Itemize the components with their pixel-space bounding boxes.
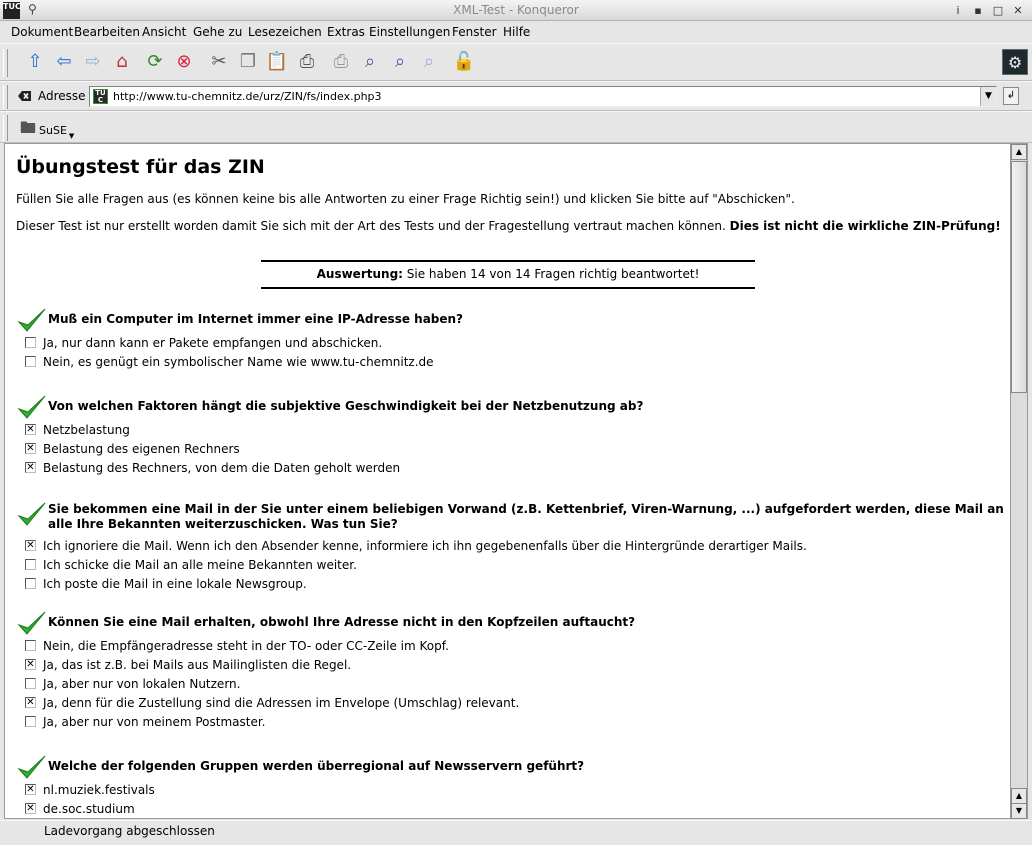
answer-item [17, 556, 1002, 575]
answer-text: Belastung des eigenen Rechners [43, 442, 240, 456]
question-3 [17, 498, 1002, 594]
question-text: Muß ein Computer im Internet immer eine IP-Adresse haben? [48, 312, 464, 326]
answer-item [17, 459, 1002, 478]
question-text: Welche der folgenden Gruppen werden überregional auf Newsservern geführt? [48, 759, 585, 773]
answer-checkbox[interactable] [25, 356, 36, 367]
answer-item [17, 694, 1002, 713]
question-text: Sie bekommen eine Mail in der Sie unter einem beliebigen Vorwand (z.B. Kettenbrief, Viren-Warnung, ...) aufgefordert werden, diese Mail an alle Ihre Bekannten weiterzuschicken. Was tun Sie? [48, 502, 1004, 531]
answer-checkbox[interactable]: ✕ [26, 443, 35, 454]
answer-checkbox[interactable]: ✕ [26, 803, 35, 814]
zoom-icon[interactable]: ⌕ [364, 51, 376, 72]
toolbar-grip[interactable] [3, 115, 8, 141]
answer-text: Ich schicke die Mail an alle meine Bekannten weiter. [43, 558, 357, 572]
pin-icon[interactable]: ⚲ [28, 2, 37, 16]
answer-checkbox[interactable]: ✕ [26, 784, 35, 795]
menu-dokument[interactable]: Dokument [11, 25, 74, 39]
menu-bar [0, 21, 1032, 43]
result-text: Sie haben 14 von 14 Fragen richtig beantwortet! [406, 267, 700, 281]
reload-icon[interactable]: ⟳ [147, 51, 163, 72]
answer-item [17, 575, 1002, 594]
menu-extras[interactable]: Extras [327, 25, 365, 39]
menu-ansicht[interactable]: Ansicht [142, 25, 187, 39]
scroll-up-icon-bottom[interactable]: ▲ [1011, 788, 1027, 804]
answer-item [17, 637, 1002, 656]
status-bar [0, 820, 1032, 845]
print-icon[interactable]: ⎙ [299, 51, 315, 72]
intro-text-2-plain: Dieser Test ist nur erstellt worden damit Sie sich mit der Art des Tests und der Fragestellung vertraut machen können. [16, 219, 726, 233]
menu-lesezeichen[interactable]: Lesezeichen [248, 25, 322, 39]
security-lock-icon[interactable]: 🔓 [452, 51, 476, 72]
copy-icon[interactable]: ❐ [239, 51, 257, 72]
answer-item [17, 353, 1002, 372]
answer-checkbox[interactable] [25, 716, 36, 727]
question-text: Von welchen Faktoren hängt die subjektive Geschwindigkeit bei der Netzbenutzung ab? [48, 399, 644, 413]
answer-text: Ja, aber nur von lokalen Nutzern. [43, 677, 241, 691]
bookmark-folder-icon: 🖿 [20, 118, 37, 137]
answer-checkbox[interactable]: ✕ [26, 424, 35, 435]
url-input[interactable] [89, 86, 997, 107]
title-bar [0, 0, 1032, 21]
home-icon[interactable]: ⌂ [116, 51, 128, 72]
scrollbar-thumb[interactable] [1011, 161, 1027, 393]
site-favicon-icon: TU C [93, 89, 108, 104]
answer-text: de.soc.studium [43, 802, 135, 816]
window-title: XML-Test - Konqueror [453, 3, 579, 17]
maximize-icon[interactable]: □ [992, 4, 1004, 17]
stop-icon[interactable]: ⊗ [176, 51, 192, 72]
chevron-down-icon: ▼ [68, 131, 75, 140]
answer-checkbox[interactable]: ✕ [26, 540, 35, 551]
zoom-out-icon[interactable]: ⌕ [423, 51, 435, 72]
question-4 [17, 611, 1002, 732]
scroll-down-icon[interactable]: ▼ [1011, 803, 1027, 819]
answer-item [17, 537, 1002, 556]
answer-checkbox[interactable]: ✕ [26, 462, 35, 473]
answer-text: Ja, nur dann kann er Pakete empfangen und abschicken. [43, 336, 383, 350]
question-text: Können Sie eine Mail erhalten, obwohl Ihre Adresse nicht in den Kopfzeilen auftaucht? [48, 615, 636, 629]
vertical-scrollbar[interactable] [1011, 143, 1028, 819]
answer-item [17, 421, 1002, 440]
zoom-in-icon[interactable]: ⌕ [394, 51, 406, 72]
answer-item [17, 440, 1002, 459]
main-toolbar [0, 43, 1032, 81]
page-content [4, 143, 1011, 819]
answer-text: Ich poste die Mail in eine lokale Newsgroup. [43, 577, 307, 591]
correct-check-icon [17, 500, 47, 528]
answer-item [17, 675, 1002, 694]
toolbar-grip[interactable] [3, 85, 8, 109]
page-title: Übungstest für das ZIN [16, 156, 265, 178]
answer-text: Nein, die Empfängeradresse steht in der TO- oder CC-Zeile im Kopf. [43, 639, 449, 653]
url-text[interactable]: http://www.tu-chemnitz.de/urz/ZIN/fs/index.php3 [113, 90, 382, 103]
answer-text: Ja, aber nur von meinem Postmaster. [43, 715, 266, 729]
answer-item [17, 781, 1002, 800]
forward-arrow-icon[interactable]: ⇨ [85, 51, 101, 72]
correct-check-icon [17, 753, 47, 781]
menu-gehe-zu[interactable]: Gehe zu [193, 25, 243, 39]
help-icon[interactable]: i [956, 4, 960, 17]
answer-text: Ich ignoriere die Mail. Wenn ich den Absender kenne, informiere ich ihn gegebenenfalls über die Hintergründe derartiger Mails. [43, 539, 807, 553]
menu-fenster[interactable]: Fenster [452, 25, 497, 39]
menu-hilfe[interactable]: Hilfe [503, 25, 531, 39]
minimize-icon[interactable]: ▪ [974, 4, 982, 17]
answer-text: Netzbelastung [43, 423, 130, 437]
bookmark-label: SuSE [39, 124, 67, 137]
status-text: Ladevorgang abgeschlossen [44, 824, 215, 838]
answer-checkbox[interactable] [25, 640, 36, 651]
correct-check-icon [17, 306, 47, 334]
close-icon[interactable]: ✕ [1013, 4, 1023, 17]
answer-item [17, 656, 1002, 675]
intro-warning: Dies ist nicht die wirkliche ZIN-Prüfung! [729, 219, 1001, 233]
answer-item [17, 334, 1002, 353]
answer-checkbox[interactable] [25, 559, 36, 570]
answer-text: nl.muziek.festivals [43, 783, 155, 797]
answer-text: Ja, das ist z.B. bei Mails aus Mailinglisten die Regel. [43, 658, 352, 672]
url-dropdown-icon[interactable]: ▼ [980, 87, 996, 106]
answer-item [17, 800, 1002, 819]
bookmark-suse[interactable] [20, 117, 74, 144]
result-label: Auswertung: [316, 267, 403, 281]
answer-item [17, 713, 1002, 732]
toolbar-grip[interactable] [3, 49, 8, 77]
up-arrow-icon[interactable]: ⇧ [27, 51, 43, 72]
answer-checkbox[interactable] [25, 678, 36, 689]
app-icon[interactable]: TUC [3, 2, 20, 19]
location-label: Adresse [38, 89, 86, 103]
konqueror-throbber-icon[interactable]: ⚙ [1002, 49, 1028, 75]
question-2 [17, 395, 1002, 478]
intro-text: Füllen Sie alle Fragen aus (es können keine bis alle Antworten zu einer Frage Richtig sein!) und klicken Sie bitte auf "Abschicken". [16, 192, 795, 206]
question-1 [17, 308, 1002, 372]
answer-text: Nein, es genügt ein symbolischer Name wie www.tu-chemnitz.de [43, 355, 434, 369]
back-arrow-icon[interactable]: ⇦ [56, 51, 72, 72]
bookmark-toolbar [0, 111, 1032, 143]
answer-checkbox[interactable] [25, 337, 36, 348]
answer-checkbox[interactable]: ✕ [26, 697, 35, 708]
cut-icon[interactable]: ✂ [211, 51, 227, 72]
go-icon[interactable]: ↲ [1003, 87, 1019, 105]
answer-text: Ja, denn für die Zustellung sind die Adressen im Envelope (Umschlag) relevant. [43, 696, 520, 710]
paste-icon[interactable]: 📋 [265, 51, 289, 72]
location-toolbar [0, 81, 1032, 111]
menu-einstellungen[interactable]: Einstellungen [369, 25, 451, 39]
result-box [261, 260, 755, 289]
clear-location-icon[interactable] [18, 90, 32, 102]
menu-bearbeiten[interactable]: Bearbeiten [74, 25, 140, 39]
answer-checkbox[interactable] [25, 578, 36, 589]
answer-text: Belastung des Rechners, von dem die Daten geholt werden [43, 461, 401, 475]
intro-text-2 [16, 219, 1001, 233]
correct-check-icon [17, 393, 47, 421]
correct-check-icon [17, 609, 47, 637]
scroll-up-icon[interactable]: ▲ [1011, 144, 1027, 160]
answer-checkbox[interactable]: ✕ [26, 659, 35, 670]
print-frame-icon[interactable]: ⎙ [333, 51, 349, 72]
question-5 [17, 755, 1002, 819]
